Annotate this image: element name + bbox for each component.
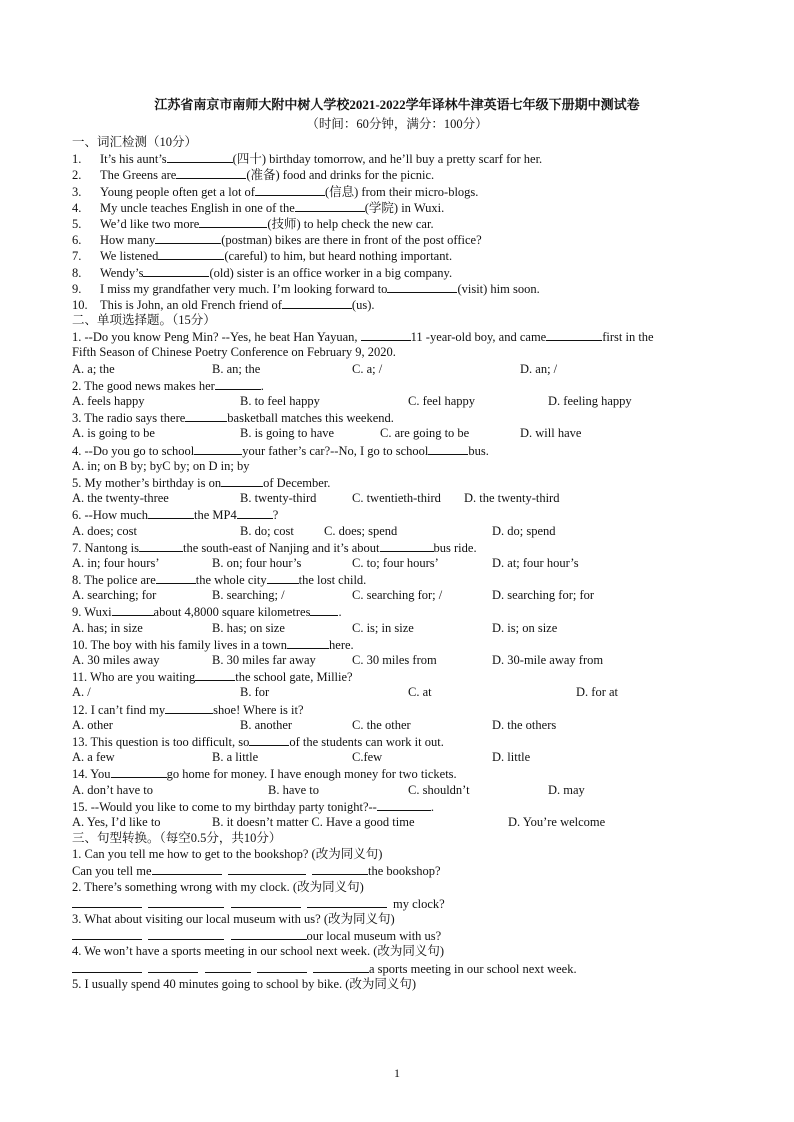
options-row [72,425,732,441]
options-row [72,523,732,539]
vocab-item [72,150,732,166]
transform-question: 5. I usually spend 40 minutes going to school by bike. (改为同义句) [72,976,417,991]
answer-blank[interactable] [139,539,183,552]
question-text: the south-east of Nanjing and it’s about [183,540,380,555]
answer-blank[interactable] [310,603,338,616]
answer-blank[interactable] [228,862,306,875]
item-hint: (准备) food and drinks for the picnic. [246,168,435,183]
answer-blank[interactable] [312,862,368,875]
options-row [72,587,732,603]
item-hint: (visit) him soon. [457,281,540,296]
option-a[interactable]: A. 30 miles away [72,653,160,667]
item-hint: (信息) from their micro-blogs. [324,184,479,199]
vocab-item [72,231,732,247]
answer-text: the bookshop? [368,864,441,879]
item-number: 2. [72,168,82,183]
option-a[interactable]: A. a few [72,750,115,765]
option-b[interactable]: B. for [240,685,270,700]
answer-blank[interactable] [231,895,301,908]
option-a[interactable]: A. is going to be [72,426,155,441]
options-row [72,361,732,377]
item-number: 10. [72,297,88,312]
exam-content [72,134,732,992]
question-text: bus. [468,443,489,458]
option-d[interactable]: D. searching for; for [492,588,595,603]
item-text: This is John, an old French friend of [100,297,282,312]
answer-blank[interactable] [152,862,222,875]
option-d[interactable]: D. the others [492,717,557,732]
option-b[interactable]: B. twenty-third [240,491,317,506]
item-number: 6. [72,233,82,248]
question-11 [72,668,732,684]
option-d[interactable]: D. will have [520,426,582,441]
item-hint: (学院) in Wuxi. [364,200,445,215]
option-c[interactable]: C. are going to be [380,426,470,441]
option-d[interactable]: D. an; / [520,361,558,376]
item-text: It’s his aunt’s [100,152,167,167]
item-number: 7. [72,249,82,264]
question-15 [72,798,732,814]
answer-blank[interactable] [546,328,602,341]
answer-blank[interactable] [165,701,213,714]
transform-question: 4. We won’t have a sports meeting in our school next week. (改为同义句) [72,944,445,959]
answer-blank[interactable] [313,960,369,973]
option-d[interactable]: D. may [548,782,585,797]
item-text: Wendy’s [100,265,144,280]
answer-blank[interactable] [72,895,142,908]
question-text: the whole city [195,573,267,588]
option-c[interactable]: C. the other [352,717,411,732]
question-4 [72,442,732,458]
option-a[interactable]: A. / [72,685,91,700]
vocab-item [72,296,732,312]
question-text: ? [272,508,279,523]
option-c[interactable]: C.few [352,750,383,765]
answer-blank[interactable] [156,571,196,584]
item-text: The Greens are [100,168,177,183]
options-row[interactable]: A. in; on B by; byC by; on D in; by [72,458,250,473]
transform-answer [72,862,732,878]
page-title: 江苏省南京市南师大附中树人学校2021-2022学年译林牛津英语七年级下册期中测试卷 [154,97,640,112]
vocab-item [72,280,732,296]
answer-blank[interactable] [231,927,307,940]
option-c[interactable]: C. a; / [352,361,383,376]
question-text: the school gate, Millie? [235,670,353,685]
question-text: 6. --How much [72,508,149,523]
question-text: 14. You [72,767,111,782]
question-text: first in the [602,330,654,345]
vocab-item [72,183,732,199]
option-d[interactable]: D. You’re welcome [508,814,606,829]
option-a[interactable]: A. Yes, I’d like to [72,814,161,829]
answer-blank[interactable] [155,231,221,244]
item-text: We’d like two more [100,216,200,231]
answer-blank[interactable] [185,409,227,422]
item-hint: (四十) birthday tomorrow, and he’ll buy a pretty scarf for her. [232,152,543,167]
vocab-item [72,199,732,215]
question-text: the lost child. [298,573,367,588]
options-row [72,490,732,506]
option-d[interactable]: D. is; on size [492,620,558,635]
option-b[interactable]: B. do; cost [240,523,294,538]
question-3 [72,409,732,425]
answer-blank[interactable] [287,636,329,649]
item-hint: (old) sister is an office worker in a big company. [209,265,453,280]
question-text: . [430,799,434,814]
page-number: 1 [394,1066,400,1080]
option-c[interactable]: C. twentieth-third [352,491,441,506]
answer-text: my clock? [393,896,445,911]
transform-answer [72,960,732,976]
section-heading: 三、句型转换。（每空0.5分，共10分） [72,831,282,846]
transform-question: 2. There’s something wrong with my clock. (改为同义句) [72,879,364,894]
answer-blank[interactable] [377,798,431,811]
item-hint: (careful) to him, but heard nothing important. [224,249,453,264]
question-text: here. [329,637,354,652]
options-row [72,684,732,700]
option-c[interactable]: C. shouldn’t [408,782,470,797]
options-row [72,652,732,668]
question-5 [72,474,732,490]
answer-blank[interactable] [176,166,246,179]
question-10 [72,636,732,652]
answer-blank[interactable] [158,247,224,260]
question-text: the MP4 [194,508,237,523]
option-a[interactable]: A. other [72,717,113,732]
answer-text: a sports meeting in our school next week. [369,961,577,976]
question-text: 11 -year-old boy, and came [410,330,547,345]
option-d[interactable]: D. 30-mile away from [492,653,604,667]
question-text: 1. --Do you know Peng Min? --Yes, he beat Han Yayuan, [72,330,361,345]
question-text: about 4,8000 square kilometres [153,605,311,620]
option-d[interactable]: D. do; spend [492,523,556,538]
answer-blank[interactable] [143,264,209,277]
item-number: 9. [72,281,82,296]
question-text: of December. [263,475,331,490]
item-hint: (技师) to help check the new car. [267,216,434,231]
question-text: 12. I can’t find my [72,702,166,717]
question-text: basketball matches this weekend. [227,411,394,426]
answer-blank[interactable] [111,765,167,778]
option-a[interactable]: A. the twenty-three [72,491,169,506]
question-9 [72,603,732,619]
vocab-list [72,150,732,312]
option-c[interactable]: C. is; in size [352,620,414,635]
item-text: I miss my grandfather very much. I’m looking forward to [100,281,388,296]
answer-blank[interactable] [199,215,267,228]
item-text: My uncle teaches English in one of the [100,200,295,215]
transform-answer [72,927,732,943]
options-row [72,814,732,830]
option-d[interactable]: D. feeling happy [548,394,632,408]
question-text: 5. My mother’s birthday is on [72,475,222,490]
answer-blank[interactable] [221,474,263,487]
question-text: bus ride. [433,540,477,555]
answer-blank[interactable] [237,506,273,519]
answer-blank[interactable] [72,927,142,940]
item-text: How many [100,233,156,248]
option-a[interactable]: A. don’t have to [72,782,154,797]
option-c[interactable]: C. 30 miles from [352,653,437,667]
transform-question: 3. What about visiting our local museum with us? (改为同义句) [72,912,395,926]
question-14 [72,765,732,781]
transform-question: 1. Can you tell me how to get to the bookshop? (改为同义句) [72,847,383,862]
question-13 [72,733,732,749]
options-row [72,717,732,733]
answer-blank[interactable] [295,199,365,212]
option-d[interactable]: D. for at [576,685,618,700]
option-c[interactable]: C. searching for; / [352,588,443,603]
question-1 [72,328,732,344]
question-text: go home for money. I have enough money for two tickets. [166,767,457,782]
options-row [72,555,732,571]
answer-blank[interactable] [148,960,198,973]
question-text: of the students can work it out. [289,734,444,749]
question-text: 13. This question is too difficult, so [72,734,250,749]
vocab-item [72,247,732,263]
option-d[interactable]: D. the twenty-third [464,491,560,506]
options-row [72,749,732,765]
answer-blank[interactable] [307,895,387,908]
item-text: We listened [100,249,159,264]
option-a[interactable]: A. does; cost [72,523,137,538]
question-text: 2. The good news makes her [72,378,215,393]
item-number: 4. [72,200,82,215]
question-text: . [260,378,264,393]
option-b[interactable]: B. 30 miles far away [212,653,316,667]
vocab-item [72,215,732,231]
answer-blank[interactable] [387,280,457,293]
question-text: 3. The radio says there [72,411,186,426]
option-b[interactable]: B. is going to have [240,426,335,441]
exam-info: （时间：60分钟，满分：100分） [306,117,488,131]
answer-blank[interactable] [195,668,235,681]
answer-blank[interactable] [361,328,411,341]
answer-blank[interactable] [255,183,325,196]
option-b[interactable]: B. have to [268,782,320,797]
answer-blank[interactable] [72,960,142,973]
answer-blank[interactable] [257,960,307,973]
question-text: Fifth Season of Chinese Poetry Conference on February 9, 2020. [72,345,396,360]
option-b[interactable]: B. has; on size [212,620,285,635]
option-b[interactable]: B. a little [212,750,259,765]
item-number: 1. [72,152,82,167]
transform-answer [72,895,732,911]
question-7 [72,539,732,555]
question-2 [72,377,732,393]
question-text: 8. The police are [72,573,156,588]
option-b[interactable]: B. an; the [212,361,261,376]
item-hint: (postman) bikes are there in front of the post office? [221,233,482,248]
question-text: 7. Nantong is [72,540,140,555]
vocab-item [72,264,732,280]
question-text: shoe! Where is it? [213,702,304,717]
section-heading: 二、单项选择题。（15分） [72,313,216,328]
answer-blank[interactable] [282,296,352,309]
option-c[interactable]: C. feel happy [408,394,475,408]
option-a[interactable]: A. a; the [72,361,115,376]
item-number: 5. [72,216,82,231]
options-row [72,782,732,798]
question-8 [72,571,732,587]
option-a[interactable]: A. has; in size [72,620,143,635]
option-a[interactable]: A. searching; for [72,588,157,603]
option-b[interactable]: B. to feel happy [240,394,320,408]
item-hint: (us). [351,297,375,312]
answer-blank[interactable] [148,506,194,519]
answer-blank[interactable] [249,733,289,746]
answer-blank[interactable] [215,377,261,390]
question-6 [72,506,732,522]
option-b[interactable]: B. on; four hour’s [212,555,302,570]
option-d[interactable]: D. at; four hour’s [492,555,579,570]
answer-blank[interactable] [428,442,468,455]
option-b[interactable]: B. searching; / [212,588,285,603]
option-c[interactable]: C. does; spend [324,523,398,538]
item-number: 3. [72,184,82,199]
answer-blank[interactable] [112,603,154,616]
option-d[interactable]: D. little [492,750,531,765]
answer-blank[interactable] [194,442,242,455]
item-text: Young people often get a lot of [100,184,255,199]
answer-blank[interactable] [148,927,224,940]
question-text: 11. Who are you waiting [72,670,196,685]
question-12 [72,701,732,717]
question-text: 10. The boy with his family lives in a town [72,637,288,652]
answer-blank[interactable] [205,960,251,973]
options-row [72,393,732,409]
option-a[interactable]: A. in; four hours’ [72,555,160,570]
vocab-item [72,166,732,182]
question-text: 4. --Do you go to school [72,443,195,458]
item-number: 8. [72,265,82,280]
option-b[interactable]: B. another [240,717,293,732]
answer-text: Can you tell me [72,864,152,879]
option-c[interactable]: C. at [408,685,432,700]
question-text: . [338,605,342,620]
answer-blank[interactable] [267,571,299,584]
answer-blank[interactable] [148,895,224,908]
option-bc[interactable]: B. it doesn’t matter C. Have a good time [212,814,415,829]
question-text: your father’s car?--No, I go to school [242,443,429,458]
question-text: 9. Wuxi [72,605,112,620]
section-heading: 一、词汇检测（10分） [72,135,198,149]
question-text: 15. --Would you like to come to my birthday party tonight?-- [72,799,377,814]
answer-text: our local museum with us? [306,929,442,944]
option-a[interactable]: A. feels happy [72,394,145,408]
answer-blank[interactable] [380,539,434,552]
answer-blank[interactable] [167,150,233,163]
option-c[interactable]: C. to; four hours’ [352,555,439,570]
options-row [72,620,732,636]
